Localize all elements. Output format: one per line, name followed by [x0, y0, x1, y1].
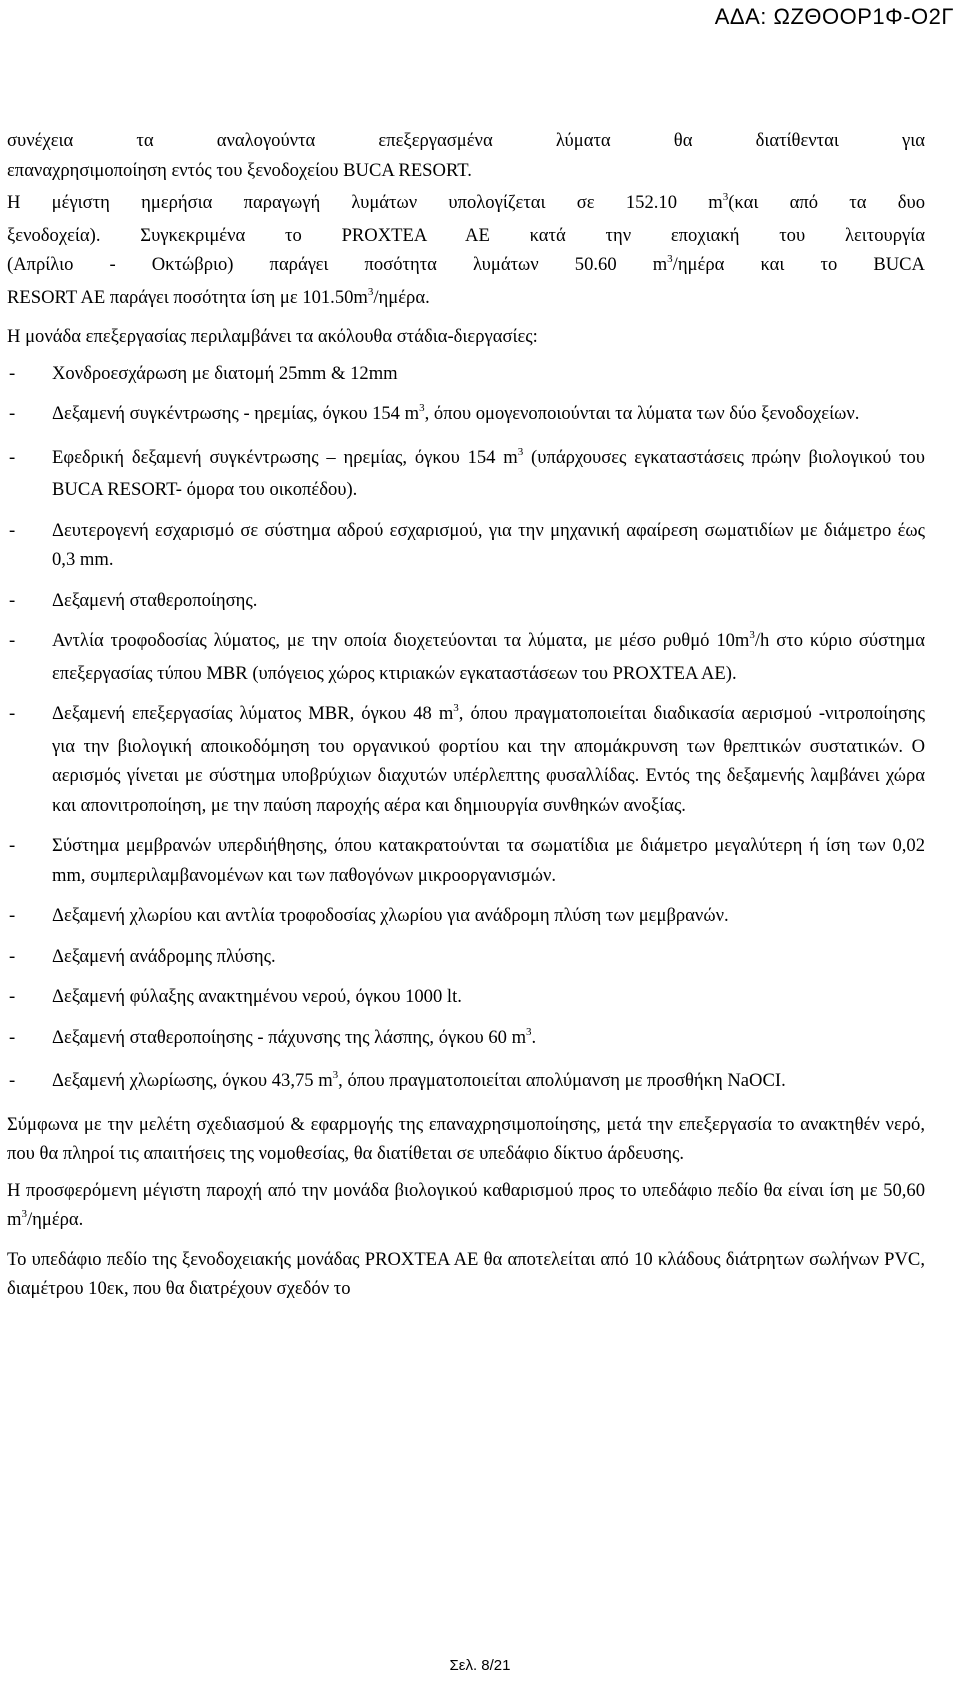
superscript: 3 — [722, 191, 729, 203]
list-dash: - — [9, 630, 16, 651]
page-number: Σελ. 8/21 — [449, 1657, 511, 1674]
list-item — [7, 359, 925, 389]
list-item-text: , όπου ομογενοποιούνται τα λύματα των δύο ξενοδοχείων. — [424, 403, 860, 424]
list-item — [7, 626, 925, 688]
list-dash: - — [9, 362, 16, 384]
list-item-text: . — [531, 1026, 537, 1048]
list-item — [7, 1066, 925, 1099]
superscript: 3 — [419, 402, 425, 414]
list-item-text: , όπου πραγματοποιείται διαδικασία αερισμού -νιτροποίησης για την βιολογική αποικοδόμηση του οργανικού φορτίου και την απομάκρυνση των θρεπτικών συστατικών. Ο αερισμός γίνεται με σύστημα υποβρύχιων διαχυτών υπέρλεπτης φυσαλλίδας. Εντός της δεξαμενής λαμβάνει χώρα και απονιτροποίηση, με την παύση παροχής αέρα και δημιουργία συνθηκών ανοξίας. — [52, 703, 925, 816]
list-item-text: Χονδροεσχάρωση με διατομή 25mm & 12mm — [52, 362, 398, 384]
list-item — [7, 699, 925, 820]
list-item-text: /h στο κύριο σύστημα επεξεργασίας τύπου MBR (υπόγειος χώρος κτιριακών εγκαταστάσεων του PROXTEA AE). — [52, 630, 926, 684]
paragraph-text: Η προσφερόμενη μέγιστη παροχή από την μονάδα βιολογικού καθαρισμού προς το υπεδάφιο πεδίο θα είναι ίση με 50,60 m — [7, 1179, 925, 1230]
document-code: ΑΔΑ: ΩΖΘΟΟΡ1Φ-Ο2Γ — [714, 4, 954, 29]
list-item — [7, 516, 925, 575]
list-item-text: Δευτερογενή εσχαρισμό σε σύστημα αδρού εσχαρισμού, για την μηχανική αφαίρεση σωματιδίων με διάμετρο έως 0,3 mm. — [52, 519, 925, 570]
superscript: 3 — [453, 702, 459, 714]
list-item — [7, 901, 925, 931]
paragraph-text: /ημέρα. — [26, 1209, 84, 1230]
max-production-text: (Απρίλιο - Οκτώβριο) παράγει ποσότητα λυμάτων 50.60 m — [7, 254, 668, 275]
list-dash: - — [9, 1070, 16, 1091]
list-dash: - — [9, 589, 16, 611]
list-item-text: Δεξαμενή σταθεροποίησης - πάχυνσης της λάσπης, όγκου 60 m — [52, 1026, 527, 1048]
list-item — [7, 831, 925, 890]
superscript: 3 — [667, 253, 673, 265]
list-item — [7, 942, 925, 972]
list-item-text: Δεξαμενή χλωρίωσης, όγκου 43,75 m — [52, 1070, 333, 1091]
max-production-text: ξενοδοχεία). Συγκεκριμένα το PROXTEA AE κατά την εποχιακή του λειτουργία — [7, 224, 925, 246]
max-production-text: (και από τα δυο — [728, 192, 925, 213]
reuse-paragraph: Σύμφωνα με την μελέτη σχεδιασμού & εφαρμογής της επαναχρησιμοποίησης, μετά την επεξεργασία το ανακτηθέν νερό, που θα πληροί τις απαιτήσεις της νομοθεσίας, θα διατίθεται σε υπεδάφιο δίκτυο άρδευσης. — [7, 1113, 925, 1164]
list-item-text: Δεξαμενή συγκέντρωσης - ηρεμίας, όγκου 154 m — [52, 403, 420, 424]
max-production-text: /ημέρα και το BUCA — [672, 254, 925, 275]
list-item-text: (υπάρχουσες εγκαταστάσεις πρώην βιολογικού του BUCA RESORT- όμορα του οικοπέδου). — [52, 446, 925, 500]
max-production-paragraph — [7, 188, 925, 315]
list-item — [7, 443, 925, 505]
unit-intro: Η μονάδα επεξεργασίας περιλαμβάνει τα ακόλουθα στάδια-διεργασίες: — [7, 326, 538, 347]
list-dash: - — [9, 403, 16, 424]
list-dash: - — [9, 835, 16, 856]
list-dash: - — [9, 905, 16, 926]
list-item-text: Εφεδρική δεξαμενή συγκέντρωσης – ηρεμίας, όγκου 154 m — [52, 446, 518, 468]
list-item-text: Δεξαμενή σταθεροποίησης. — [52, 589, 258, 611]
intro-line-1: συνέχεια τα αναλογούντα επεξεργασμένα λύματα θα διατίθενται για — [7, 130, 925, 151]
superscript: 3 — [21, 1208, 27, 1220]
max-production-text: Η μέγιστη ημερήσια παραγωγή λυμάτων υπολογίζεται σε 152.10 m — [7, 192, 723, 213]
process-steps-list — [7, 359, 925, 1099]
superscript: 3 — [367, 285, 374, 298]
document-body — [7, 126, 925, 1311]
list-item-text: Δεξαμενή χλωρίου και αντλία τροφοδοσίας χλωρίου για ανάδρομη πλύση των μεμβρανών. — [52, 905, 729, 926]
max-production-text: /ημέρα. — [373, 286, 430, 308]
max-production-text: RESORT AE παράγει ποσότητα ίση με 101.50m — [7, 286, 368, 308]
intro-line-2: επαναχρησιμοποίηση εντός του ξενοδοχείου BUCA RESORT. — [7, 159, 472, 181]
list-dash: - — [9, 986, 16, 1007]
max-flow-paragraph — [7, 1176, 925, 1238]
list-item-text: Δεξαμενή επεξεργασίας λύματος MBR, όγκου 48 m — [52, 703, 454, 724]
list-item-text: Δεξαμενή ανάδρομης πλύσης. — [52, 945, 276, 967]
list-item-text: , όπου πραγματοποιείται απολύμανση με προσθήκη NaOCI. — [338, 1070, 786, 1091]
list-dash: - — [9, 703, 16, 724]
list-item — [7, 982, 925, 1012]
list-dash: - — [9, 1026, 16, 1048]
list-item-text: Σύστημα μεμβρανών υπερδιήθησης, όπου κατακρατούνται τα σωματίδια με διάμετρο μεγαλύτερη ή ίση των 0,02 mm, συμπεριλαμβανομένων και των παθογόνων μικροοργανισμών. — [52, 835, 925, 886]
list-item-text: Αντλία τροφοδοσίας λύματος, με την οποία διοχετεύονται τα λύματα, με μέσο ρυθμό 10m — [52, 630, 750, 651]
superscript: 3 — [332, 1069, 339, 1081]
list-dash: - — [9, 945, 16, 967]
field-paragraph: Το υπεδάφιο πεδίο της ξενοδοχειακής μονάδας PROXTEA AE θα αποτελείται από 10 κλάδους διάτρητων σωλήνων PVC, διαμέτρου 10εκ, που θα διατρέχουν σχεδόν το — [7, 1248, 925, 1299]
list-dash: - — [9, 519, 16, 541]
superscript: 3 — [749, 629, 755, 641]
list-item — [7, 399, 925, 432]
superscript: 3 — [517, 445, 524, 458]
superscript: 3 — [526, 1025, 532, 1038]
list-item — [7, 1023, 925, 1056]
list-dash: - — [9, 446, 16, 468]
list-item-text: Δεξαμενή φύλαξης ανακτημένου νερού, όγκου 1000 lt. — [52, 986, 462, 1007]
list-item — [7, 586, 925, 616]
